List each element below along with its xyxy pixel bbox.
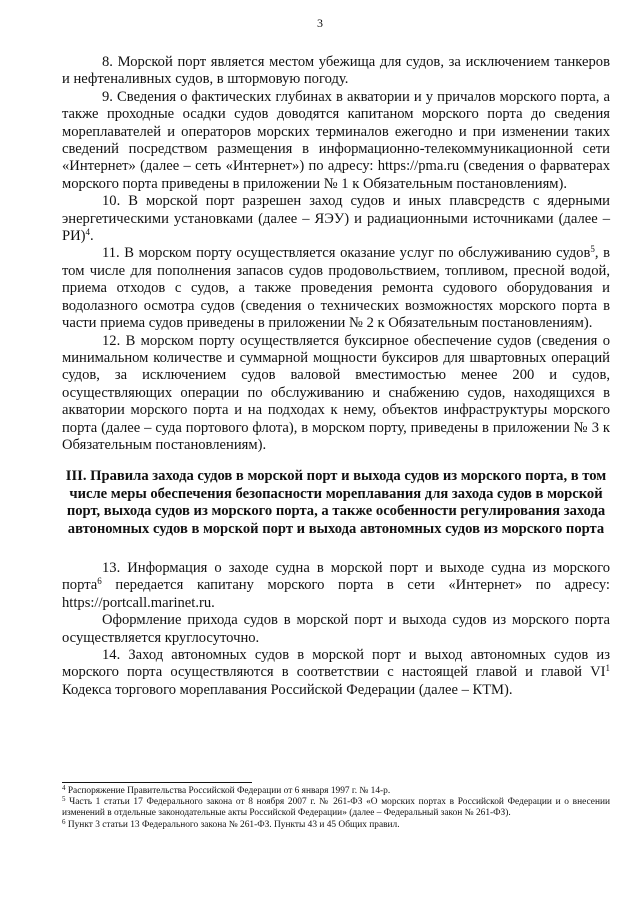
- footnote-ref-4: 4: [85, 227, 91, 238]
- footnote-divider: [62, 782, 252, 783]
- footnote-ref-5: 5: [590, 244, 595, 255]
- paragraph-13: 13. Информация о заходе судна в морской порт и выходе судна из морского порта$^6$ передается капитану морского порта в сети «Интернет» по адресу: https://portcall.marinet.ru.: [62, 559, 610, 611]
- footnote-6: $^6$ Пункт 3 статьи 13 Федерального закона № 261-ФЗ. Пункты 43 и 45 Общих правил.: [62, 817, 400, 830]
- document-body: [62, 54, 610, 699]
- footnote-ref-6: 6: [97, 576, 102, 587]
- paragraph-8: 8. Морской порт является местом убежища для судов, за исключением танкеров и нефтеналивных судов, в штормовую погоду.: [62, 54, 610, 88]
- paragraph-10: 10. В морской порт разрешен заход судов и иных плавсредств с ядерными энергетическими установками (далее – ЯЭУ) и радиационными источниками (далее – РИ)$^4$.: [62, 193, 610, 245]
- section-heading: III. Правила захода судов в морской порт и выхода судов из морского порта, в том числе меры обеспечения безопасности мореплавания для захода судов в морской порт, выхода судов из морского порта, а также особенности регулирования захода автономных судов в морской порт и выхода автономных судов из морского порта: [65, 468, 607, 537]
- paragraph-14: 14. Заход автономных судов в морской порт и выход автономных судов из морского порта осуществляются в соответствии с настоящей главой и главой $VI^1$ Кодекса торгового мореплавания Российской Федерации (далее – КТМ).: [62, 647, 610, 698]
- footnotes: [62, 782, 610, 831]
- paragraph-9: 9. Сведения о фактических глубинах в акватории и у причалов морского порта, а также проходные осадки судов доводятся капитаном морского порта до сведения мореплавателей и операторов морских терминалов ежегодно и при изменении таких сведений посредством размещения в информационно-телекоммуникационной сети «Интернет» (далее – сеть «Интернет») по адресу: https://pma.ru (сведения о фарватерах морского порта приведены в приложении № 1 к Обязательным постановлениям).: [62, 88, 610, 192]
- footnote-4: $^4$ Распоряжение Правительства Российской Федерации от 6 января 1997 г. № 14-р.: [62, 784, 391, 796]
- paragraph-11: 11. В морском порту осуществляется оказание услуг по обслуживанию судов$^5$, в том числе для пополнения запасов судов продовольствием, топливом, пресной водой, приема отходов с судов, а также проведения ремонта судового оборудования и водолазного осмотра судов (сведения о технических возможностях морского порта в части приема судов приведены в приложении № 2 к Обязательным постановлениям).: [62, 244, 610, 332]
- paragraph-13-continued: Оформление прихода судов в морской порт и выхода судов из морского порта осуществляется круглосуточно.: [62, 612, 610, 646]
- footnote-5: $^5$ Часть 1 статьи 17 Федерального закона от 8 ноября 2007 г. № 261-ФЗ «О морских портах в Российской Федерации и о внесении изменений в отдельные законодательные акты Российской Федерации» (далее – Федеральный закон № 261-ФЗ).: [62, 795, 610, 819]
- page-number: 3: [317, 16, 323, 30]
- chapter-ref-superscript: 1: [605, 663, 610, 674]
- paragraph-12: 12. В морском порту осуществляется буксирное обеспечение судов (сведения о минимальном количестве и суммарной мощности буксиров для швартовных операций судов, за исключением судов валовой вместимостью менее 200 и судов, осуществляющих операции по обслуживанию и снабжению судов, находящихся в акватории морского порта и на подходах к нему, объектов инфраструктуры морского порта (далее – суда портового флота), в морском порту, приведены в приложении № 3 к Обязательным постановлениям).: [62, 332, 610, 453]
